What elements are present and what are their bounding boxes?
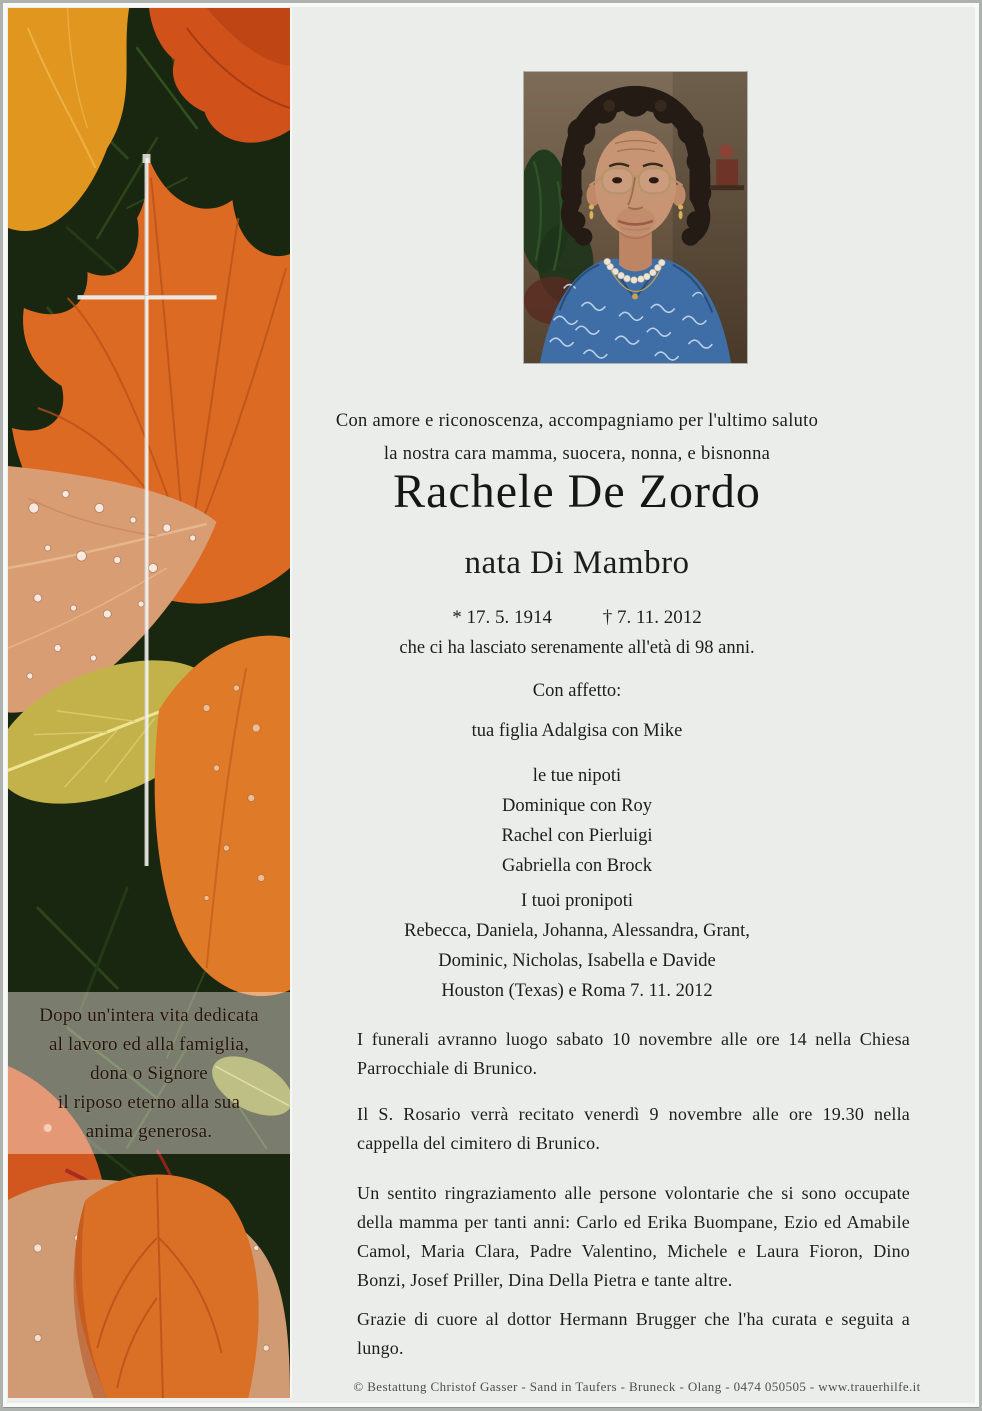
portrait-image — [524, 72, 747, 363]
deceased-name: Rachele De Zordo — [393, 465, 761, 518]
prayer-line: Dopo un'intera vita dedicata — [39, 1004, 259, 1026]
autumn-leaves-panel — [8, 8, 292, 1398]
places-line: Houston (Texas) e Roma 7. 11. 2012 — [441, 981, 713, 1001]
prayer-overlay — [8, 992, 290, 1154]
affection-heading: Con affetto: — [532, 681, 622, 701]
birth-date: * 17. 5. 1914 — [452, 607, 552, 628]
life-dates — [429, 607, 725, 629]
prayer-line: il riposo eterno alla sua — [57, 1091, 241, 1113]
card-frame-inner — [3, 3, 979, 1408]
granddaughters-group — [501, 761, 652, 881]
prayer-line: anima generosa. — [85, 1120, 213, 1142]
granddaughter-line: Dominique con Roy — [501, 796, 653, 816]
prayer-line: al lavoro ed alla famiglia, — [48, 1033, 250, 1055]
leaf-bottom-maple — [75, 1175, 258, 1399]
thanks-paragraph: Un sentito ringraziamento alle persone volontarie che si sono occupate della mamma per tanti anni: Carlo ed Erika Buompane, Ezio ed Amabile Camol, Maria Clara, Padre Valentino, Michele e Laura Fioron, Dino Bonzi, Josef Priller, Dina Della Pietra e tante altre. — [357, 1183, 910, 1290]
great-grandchildren-line: Rebecca, Daniela, Johanna, Alessandra, Grant, — [404, 921, 750, 941]
funeral-paragraph: I funerali avranno luogo sabato 10 novembre alle ore 14 nella Chiesa Parrocchiale di Brunico. — [357, 1029, 910, 1078]
great-grandchildren-line: Dominic, Nicholas, Isabella e Davide — [438, 951, 716, 971]
doctor-paragraph: Grazie di cuore al dottor Hermann Brugger che l'ha curata e seguita a lungo. — [357, 1309, 910, 1358]
age-line: che ci ha lasciato serenamente all'età di 98 anni. — [399, 638, 755, 658]
granddaughter-line: Rachel con Pierluigi — [501, 826, 653, 846]
intro-line-1: Con amore e riconoscenza, accompagniamo per l'ultimo saluto — [335, 411, 819, 431]
portrait-photo — [523, 71, 748, 364]
great-grandchildren-label: I tuoi pronipoti — [520, 891, 634, 911]
rosary-paragraph: Il S. Rosario verrà recitato venerdì 9 novembre alle ore 19.30 nella cappella del cimitero di Brunico. — [357, 1104, 910, 1153]
prayer-line: dona o Signore — [90, 1062, 208, 1084]
autumn-leaves-image — [8, 8, 290, 1398]
funeral-home-footer: © Bestattung Christof Gasser - Sand in Taufers - Bruneck - Olang - 0474 050505 - www.trauerhilfe.it — [353, 1379, 921, 1394]
daughter-line: tua figlia Adalgisa con Mike — [471, 721, 683, 741]
granddaughter-line: Gabriella con Brock — [501, 856, 652, 876]
great-grandchildren-group — [404, 886, 750, 976]
death-date: † 7. 11. 2012 — [602, 607, 702, 628]
memorial-card — [7, 7, 975, 1403]
granddaughters-label: le tue nipoti — [532, 766, 622, 786]
maiden-name: nata Di Mambro — [464, 545, 690, 581]
intro-line-2: la nostra cara mamma, suocera, nonna, e bisnonna — [383, 444, 771, 464]
